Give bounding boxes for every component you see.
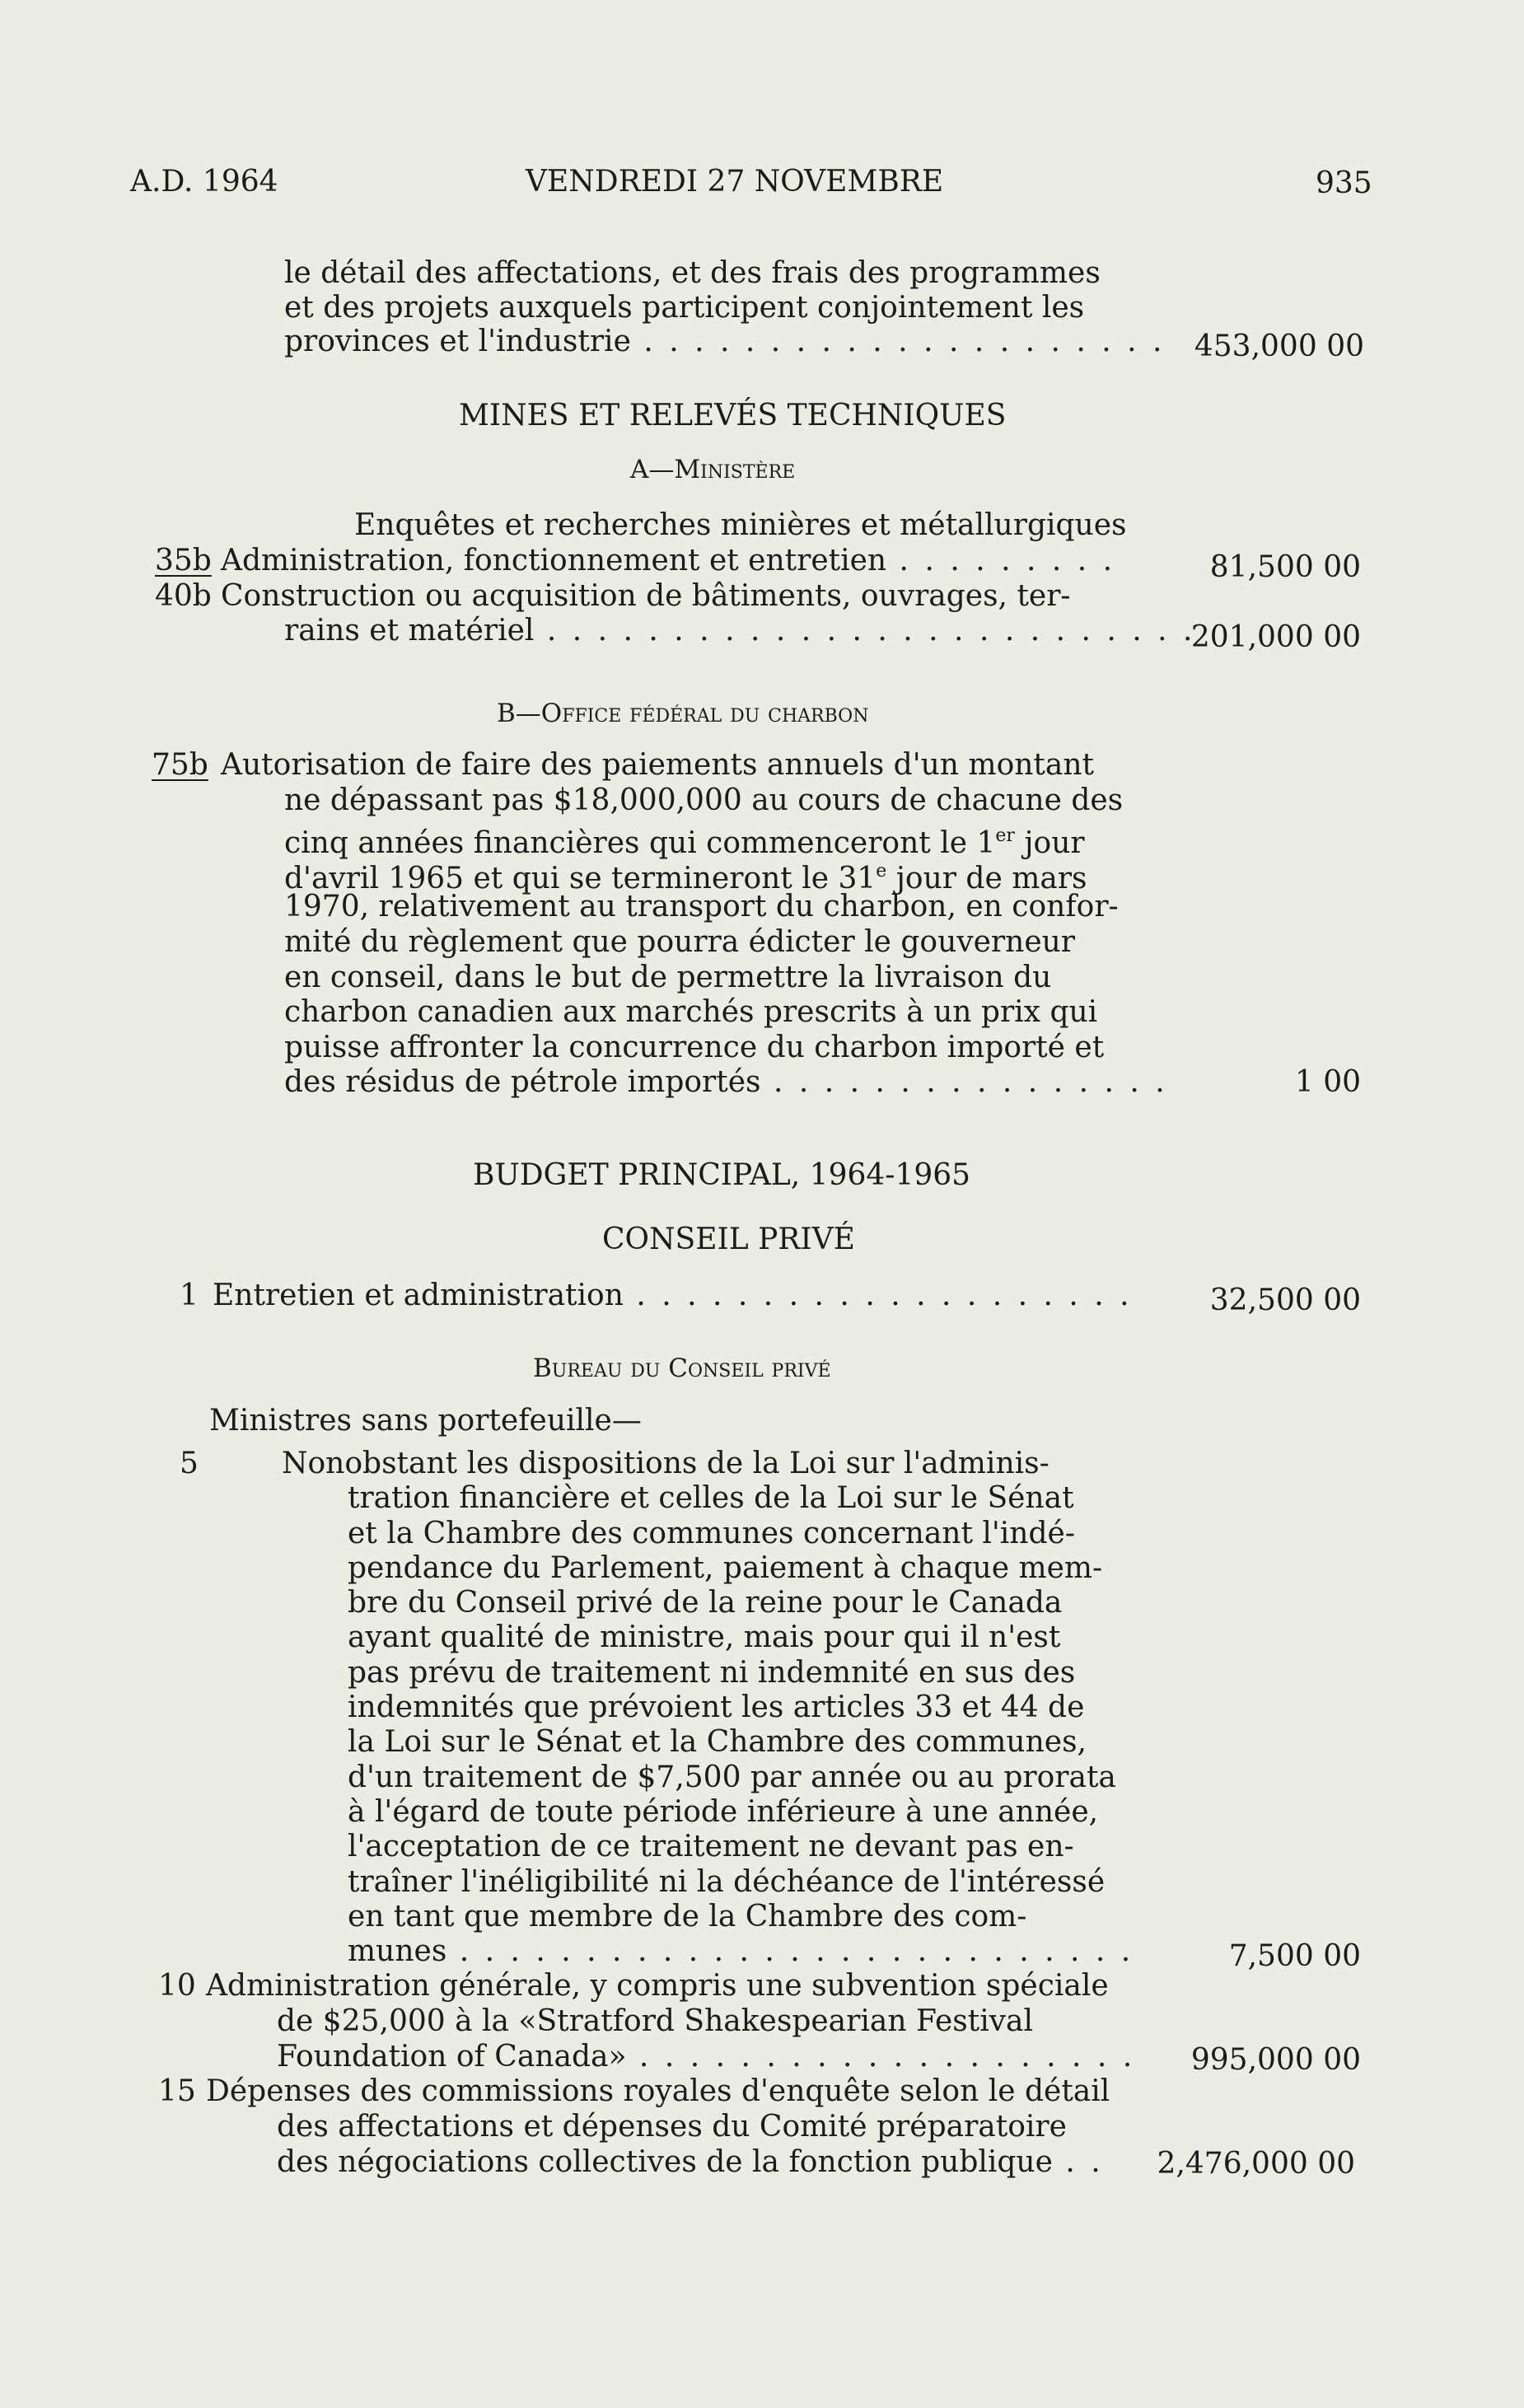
item-35b-amount: 81,500 00 [1209, 550, 1361, 584]
item-15-line-1: Dépenses des commissions royales d'enquête selon le détail [206, 2074, 1110, 2108]
item-1-label: Entretien et administration [213, 1279, 624, 1312]
mines-subheading-b: B—Office fédéral du charbon [497, 699, 869, 728]
item-5-line-7: pas prévu de traitement ni indemnité en sus des [348, 1656, 1076, 1690]
item-5-line-11: à l'égard de toute période inférieure à une année, [348, 1795, 1099, 1829]
item-5-line-12: l'acceptation de ce traitement ne devant pas en- [348, 1830, 1074, 1863]
item-10-amount: 995,000 00 [1190, 2043, 1361, 2077]
item-40b-leader: . . . . . . . . . . . . . . . . . . . . . . . . . . [534, 614, 1196, 648]
item-1-number: 1 [180, 1279, 199, 1312]
mines-subheading-a: A—Ministère [630, 455, 796, 484]
item-75b-line-7: en conseil, dans le but de permettre la livraison du [284, 961, 1052, 994]
intro-last-line [284, 325, 1166, 359]
budget-title: BUDGET PRINCIPAL, 1964-1965 [473, 1158, 971, 1192]
item-35b-text [221, 544, 1115, 578]
item-15-last-text: des négociations collectives de la fonction publique [277, 2145, 1053, 2179]
item-75b-line-5: 1970, relativement au transport du charbon, en confor- [284, 890, 1119, 923]
item-5-line-3: et la Chambre des communes concernant l'indé- [348, 1517, 1076, 1550]
item-40b-last-line [284, 614, 1196, 648]
item-40b-number: 40b [155, 579, 212, 613]
item-5-line-4: pendance du Parlement, paiement à chaque mem- [348, 1551, 1103, 1585]
item-1-text [213, 1279, 1133, 1313]
item-75b-line-1: Autorisation de faire des paiements annuels d'un montant [221, 748, 1095, 782]
header-left: A.D. 1964 [130, 165, 278, 199]
item-5-line-13: traîner l'inéligibilité ni la déchéance de l'intéressé [348, 1865, 1106, 1899]
item-75b-number: 75b [152, 748, 208, 782]
item-10-last-line [277, 2040, 1135, 2074]
intro-line-2: et des projets auxquels participent conjointement les [284, 291, 1085, 325]
item-5-line-14: en tant que membre de la Chambre des com- [348, 1900, 1027, 1933]
item-15-leader: . . [1052, 2145, 1104, 2179]
intro-leader: . . . . . . . . . . . . . . . . . . . . . [630, 325, 1166, 358]
item-75b-line-8: charbon canadien aux marchés prescrits à un prix qui [284, 995, 1098, 1029]
intro-last-text: provinces et l'industrie [284, 325, 631, 358]
item-75b-last-line [284, 1065, 1168, 1100]
item-35b-number: 35b [155, 544, 212, 577]
item-40b-last-text: rains et matériel [284, 614, 535, 648]
item-15-line-2: des affectations et dépenses du Comité préparatoire [277, 2110, 1067, 2144]
item-5-line-5: bre du Conseil privé de la reine pour le Canada [348, 1586, 1063, 1620]
item-5-line-10: d'un traitement de $7,500 par année ou au prorata [348, 1760, 1116, 1794]
mines-title: MINES ET RELEVÉS TECHNIQUES [459, 399, 1007, 433]
intro-line-1: le détail des affectations, et des frais des programmes [284, 256, 1101, 290]
item-5-line-8: indemnités que prévoient les articles 33 et 44 de [348, 1690, 1085, 1724]
item-75b-last-text: des résidus de pétrole importés [284, 1065, 761, 1099]
item-10-number: 10 [158, 1969, 196, 2003]
item-75b-leader: . . . . . . . . . . . . . . . . [760, 1065, 1168, 1099]
item-5-amount: 7,500 00 [1228, 1939, 1361, 1973]
item-5-last-text: munes [348, 1934, 447, 1968]
item-1-amount: 32,500 00 [1209, 1283, 1361, 1317]
item-75b-superscript-e: e [876, 861, 887, 881]
item-15-last-line [277, 2145, 1104, 2180]
header-center: VENDREDI 27 NOVEMBRE [526, 165, 944, 199]
conseil-prive-title: CONSEIL PRIVÉ [602, 1223, 855, 1256]
item-75b-line-4b: jour de mars [886, 862, 1087, 895]
item-75b-superscript-er: er [995, 825, 1015, 846]
item-10-line-1: Administration générale, y compris une subvention spéciale [206, 1969, 1109, 2003]
bureau-conseil-heading: Bureau du Conseil privé [533, 1354, 831, 1383]
item-75b-line-3b: jour [1014, 826, 1085, 860]
item-40b-amount: 201,000 00 [1190, 620, 1361, 654]
item-75b-line-3a: cinq années financières qui commenceront le 1 [284, 826, 996, 860]
item-10-leader: . . . . . . . . . . . . . . . . . . . . [626, 2040, 1136, 2074]
item-5-last-line [348, 1934, 1134, 1969]
item-35b-label: Administration, fonctionnement et entretien [221, 544, 887, 577]
intro-amount: 453,000 00 [1194, 330, 1364, 363]
item-15-amount: 2,476,000 00 [1157, 2147, 1355, 2181]
item-5-line-9: la Loi sur le Sénat et la Chambre des communes, [348, 1725, 1087, 1759]
item-10-line-2: de $25,000 à la «Stratford Shakespearian Festival [277, 2004, 1034, 2038]
item-75b-line-4a: d'avril 1965 et qui se termineront le 31 [284, 862, 877, 895]
item-75b-amount: 1 00 [1294, 1065, 1361, 1099]
item-40b-line-1: Construction ou acquisition de bâtiments, ouvrages, ter- [221, 579, 1071, 613]
item-5-line-2: tration financière et celles de la Loi sur le Sénat [348, 1481, 1074, 1515]
item-35b-leader: . . . . . . . . . [886, 544, 1116, 577]
item-75b-line-9: puisse affronter la concurrence du charbon importé et [284, 1031, 1105, 1064]
ministres-heading: Ministres sans portefeuille— [209, 1404, 642, 1438]
item-1-leader: . . . . . . . . . . . . . . . . . . . . [623, 1279, 1133, 1312]
header-page-number: 935 [1316, 166, 1372, 200]
mines-enquetes-heading: Enquêtes et recherches minières et métallurgiques [354, 508, 1127, 542]
item-75b-line-2: ne dépassant pas $18,000,000 au cours de chacune des [284, 783, 1124, 817]
item-5-number: 5 [180, 1447, 199, 1480]
item-10-last-text: Foundation of Canada» [277, 2040, 627, 2074]
item-5-line-1: Nonobstant les dispositions de la Loi sur l'adminis- [282, 1447, 1050, 1480]
item-5-leader: . . . . . . . . . . . . . . . . . . . . . . . . . . . [446, 1934, 1134, 1968]
item-75b-line-6: mité du règlement que pourra édicter le gouverneur [284, 925, 1076, 959]
item-15-number: 15 [158, 2074, 196, 2108]
item-5-line-6: ayant qualité de ministre, mais pour qui il n'est [348, 1620, 1061, 1654]
